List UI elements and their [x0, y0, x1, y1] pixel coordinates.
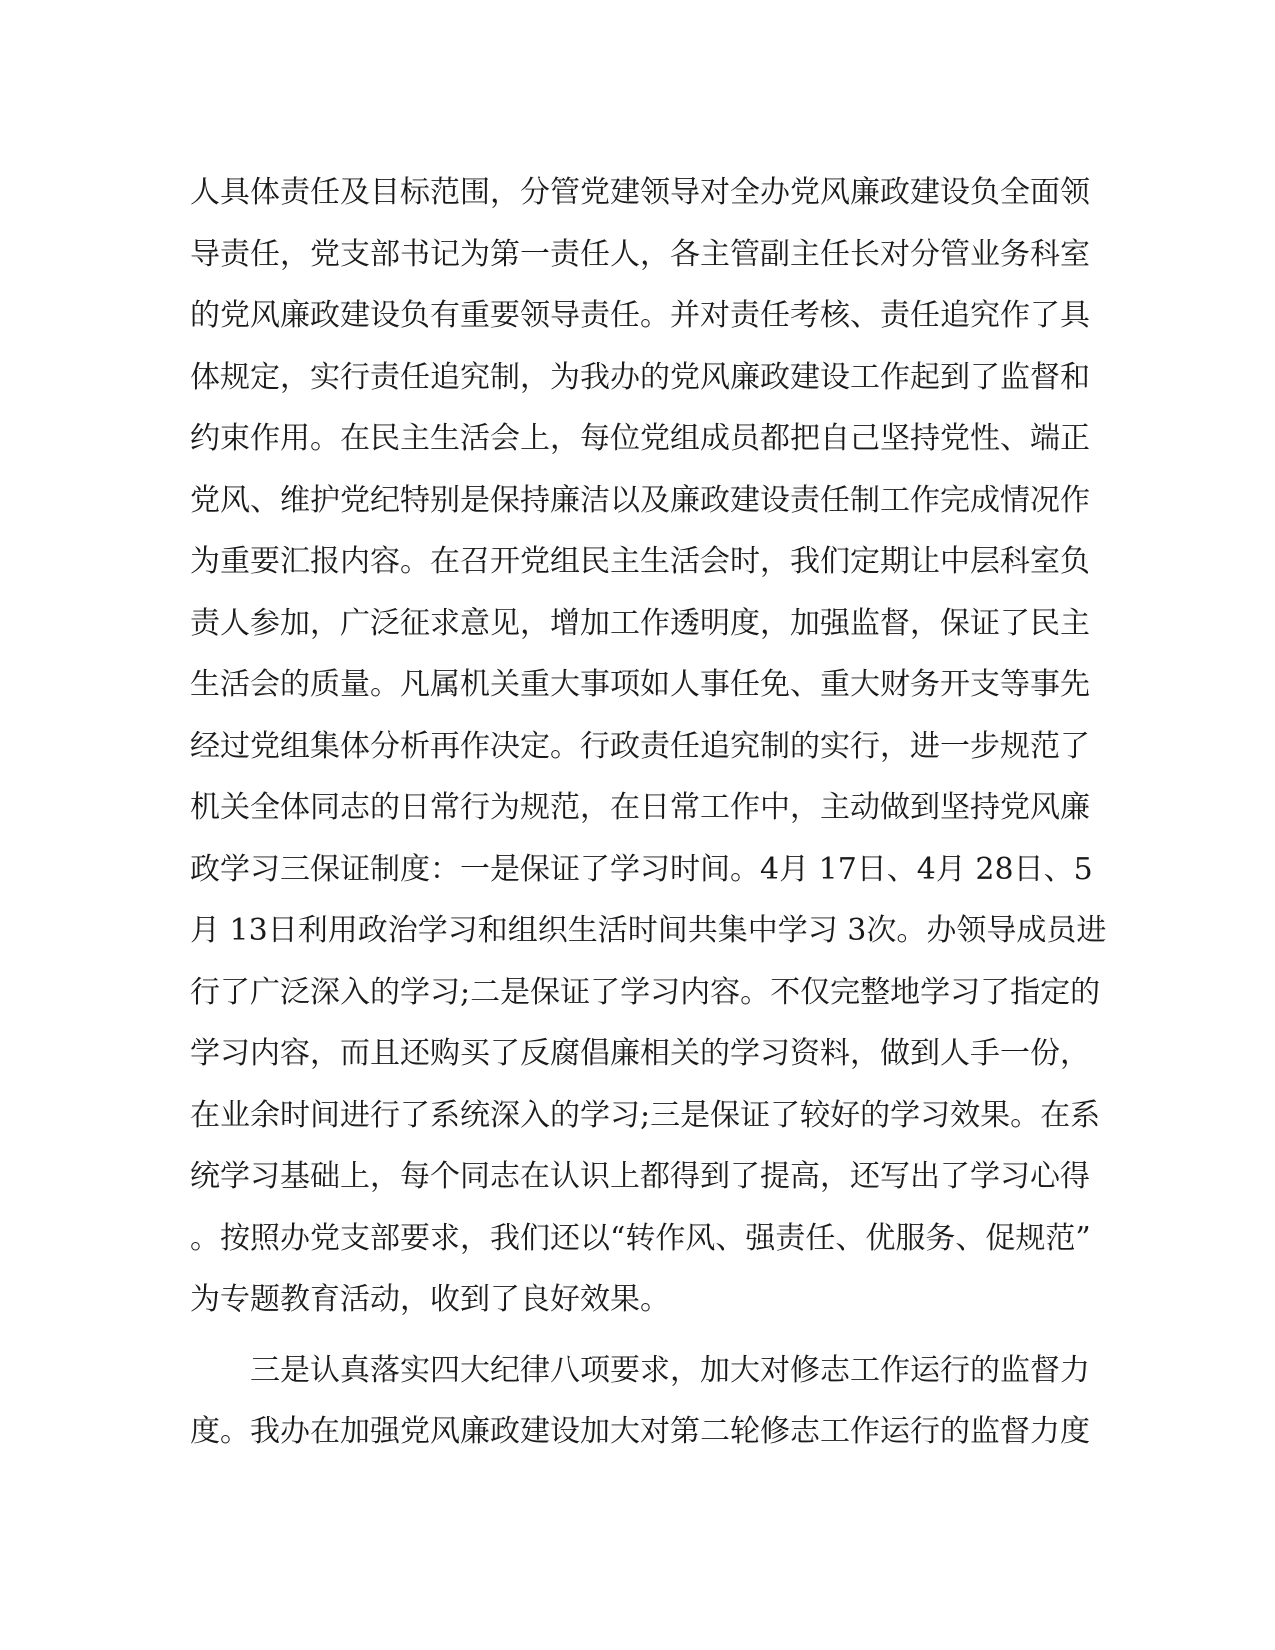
- text-line: 月 13日利用政治学习和组织生活时间共集中学习 3次。办领导成员进: [190, 913, 1107, 948]
- text-line: 经过党组集体分析再作决定。行政责任追究制的实行，进一步规范了: [190, 728, 1090, 764]
- text-line: 学习内容，而且还购买了反腐倡廉相关的学习资料，做到人手一份，: [190, 1036, 1090, 1071]
- text-line: 为重要汇报内容。在召开党组民主生活会时，我们定期让中层科室负: [190, 544, 1090, 579]
- text-line: 在业余时间进行了系统深入的学习;三是保证了较好的学习效果。在系: [190, 1097, 1101, 1133]
- paragraph-gap: [190, 1331, 1070, 1340]
- paragraph-2: [190, 1340, 1090, 1463]
- text-line: 导责任，党支部书记为第一责任人，各主管副主任长对分管业务科室: [190, 236, 1090, 272]
- text-line: 党风、维护党纪特别是保持廉洁以及廉政建设责任制工作完成情况作: [190, 482, 1090, 518]
- text-line: 生活会的质量。凡属机关重大事项如人事任免、重大财务开支等事先: [190, 667, 1090, 702]
- text-line: 人具体责任及目标范围，分管党建领导对全办党风廉政建设负全面领: [190, 175, 1090, 210]
- text-line: 。按照办党支部要求，我们还以“转作风、强责任、优服务、促规范”: [190, 1220, 1091, 1256]
- text-line: 度。我办在加强党风廉政建设加大对第二轮修志工作运行的监督力度: [190, 1414, 1090, 1449]
- text-line: 体规定，实行责任追究制，为我办的党风廉政建设工作起到了监督和: [190, 359, 1090, 395]
- text-line: 为专题教育活动，收到了良好效果。: [190, 1282, 670, 1317]
- text-line: 责人参加，广泛征求意见，增加工作透明度，加强监督，保证了民主: [190, 605, 1090, 641]
- text-line: 的党风廉政建设负有重要领导责任。并对责任考核、责任追究作了具: [190, 298, 1090, 333]
- paragraph-1: [190, 162, 1107, 1331]
- text-line: 约束作用。在民主生活会上，每位党组成员都把自己坚持党性、端正: [190, 421, 1090, 456]
- text-line: 行了广泛深入的学习;二是保证了学习内容。不仅完整地学习了指定的: [190, 974, 1101, 1010]
- text-line: 机关全体同志的日常行为规范，在日常工作中，主动做到坚持党风廉: [190, 790, 1090, 825]
- text-line: 三是认真落实四大纪律八项要求，加大对修志工作运行的监督力: [190, 1352, 1090, 1388]
- body-text: [190, 162, 1107, 1463]
- text-line: 统学习基础上，每个同志在认识上都得到了提高，还写出了学习心得: [190, 1159, 1090, 1194]
- text-line: 政学习三保证制度：一是保证了学习时间。4月 17日、4月 28日、5: [190, 851, 1093, 887]
